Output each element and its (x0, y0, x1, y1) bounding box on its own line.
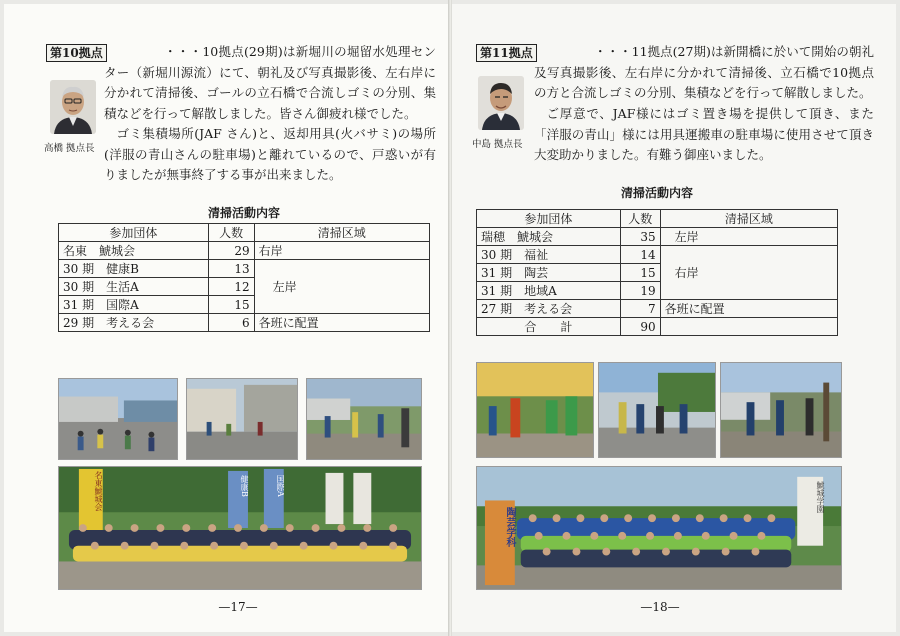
row-area: 左岸 (660, 228, 837, 246)
table-row (59, 260, 430, 278)
leader-portrait-takahashi (50, 80, 96, 134)
photo-cleanup-5 (598, 362, 716, 458)
leader-portrait-nakajima (478, 76, 524, 130)
header-area: 清掃区域 (254, 224, 429, 242)
table-row (59, 314, 430, 332)
row-count: 14 (620, 246, 660, 264)
table-row (59, 242, 430, 260)
row-count: 35 (620, 228, 660, 246)
activity-table (476, 209, 838, 336)
row-count: 29 (208, 242, 254, 260)
row-area: 右岸 (254, 242, 429, 260)
banner-label: 健康B (240, 475, 249, 497)
portrait-illustration (478, 76, 524, 130)
header-group: 参加団体 (477, 210, 621, 228)
row-count: 19 (620, 282, 660, 300)
table-title: 清掃活動内容 (620, 186, 693, 200)
row-group: 30 期 生活A (59, 278, 209, 296)
table-header-row (59, 224, 430, 242)
row-area: 左岸 (254, 260, 429, 314)
header-count: 人数 (208, 224, 254, 242)
group-photo-right (476, 466, 842, 590)
banner-label: 名東鯱城会 (94, 471, 103, 511)
group-photo-left (58, 466, 422, 590)
row-count: 6 (208, 314, 254, 332)
row-area: 右岸 (660, 246, 837, 300)
total-count: 90 (620, 318, 660, 336)
total-label: 合 計 (477, 318, 621, 336)
photo-cleanup-3 (306, 378, 422, 460)
row-group: 31 期 陶芸 (477, 264, 621, 282)
photo-cleanup-6 (720, 362, 842, 458)
report-paragraph-2: ゴミ集積場所(JAF さん)と、返却用具(火バサミ)の場所(洋服の青山さんの駐車場)と離れているので、戸惑いが有りましたが無事終了する事が出来ました。 (104, 126, 436, 182)
row-group: 29 期 考える会 (59, 314, 209, 332)
table-row (477, 246, 838, 264)
page-18 (452, 4, 896, 632)
row-count: 7 (620, 300, 660, 318)
photo-cleanup-1 (58, 378, 178, 460)
table-row (477, 228, 838, 246)
row-area: 各班に配置 (660, 300, 837, 318)
section-label-10: 第10拠点 (46, 44, 107, 62)
banner-label: 陶芸学科 (504, 507, 515, 547)
row-count: 15 (620, 264, 660, 282)
row-group: 31 期 国際A (59, 296, 209, 314)
row-group: 27 期 考える会 (477, 300, 621, 318)
section-label-11: 第11拠点 (476, 44, 537, 62)
photo-cleanup-2 (186, 378, 298, 460)
leader-caption: 高橋 拠点長 (44, 143, 95, 154)
portrait-illustration (50, 80, 96, 134)
banner-label: 国際A (276, 475, 285, 497)
table-title: 清掃活動内容 (207, 206, 280, 220)
page-number: —18— (640, 600, 680, 614)
photo-cleanup-4 (476, 362, 594, 458)
report-paragraph-2: ご厚意で、JAF様にはゴミ置き場を提供して頂き、また「洋服の青山」様には用具運搬車の駐車場に使用させて頂き大変助かりました。有難う御座いました。 (534, 106, 874, 162)
report-paragraph-1: ・・・10拠点(29期)は新堀川の堀留水処理センター（新堀川源流）にて、朝礼及び写真撮影後、左右岸に分かれて清掃後、ゴールの立石橋で合流しゴミの分別、集積などを行って解散しました。皆さん御疲れ様でした。 (104, 44, 436, 121)
table-total-row (477, 318, 838, 336)
row-count: 12 (208, 278, 254, 296)
row-count: 13 (208, 260, 254, 278)
table-header-row (477, 210, 838, 228)
row-group: 30 期 福祉 (477, 246, 621, 264)
row-group: 30 期 健康B (59, 260, 209, 278)
row-count: 15 (208, 296, 254, 314)
total-area-empty (660, 318, 837, 336)
leader-caption: 中島 拠点長 (472, 139, 523, 150)
table-row (477, 300, 838, 318)
row-group: 名東 鯱城会 (59, 242, 209, 260)
activity-table (58, 223, 430, 332)
row-group: 瑞穂 鯱城会 (477, 228, 621, 246)
header-group: 参加団体 (59, 224, 209, 242)
header-count: 人数 (620, 210, 660, 228)
row-area: 各班に配置 (254, 314, 429, 332)
banner-label: 鯱城学園 (816, 481, 825, 513)
page-number: —17— (218, 600, 258, 614)
row-group: 31 期 地域A (477, 282, 621, 300)
page-17 (4, 4, 448, 632)
report-paragraph-1: ・・・11拠点(27期)は新開橋に於いて開始の朝礼及写真撮影後、左右岸に分かれて清掃後、立石橋で10拠点の方と合流しゴミの分別、集積などを行って解散しました。 (534, 44, 874, 100)
header-area: 清掃区域 (660, 210, 837, 228)
